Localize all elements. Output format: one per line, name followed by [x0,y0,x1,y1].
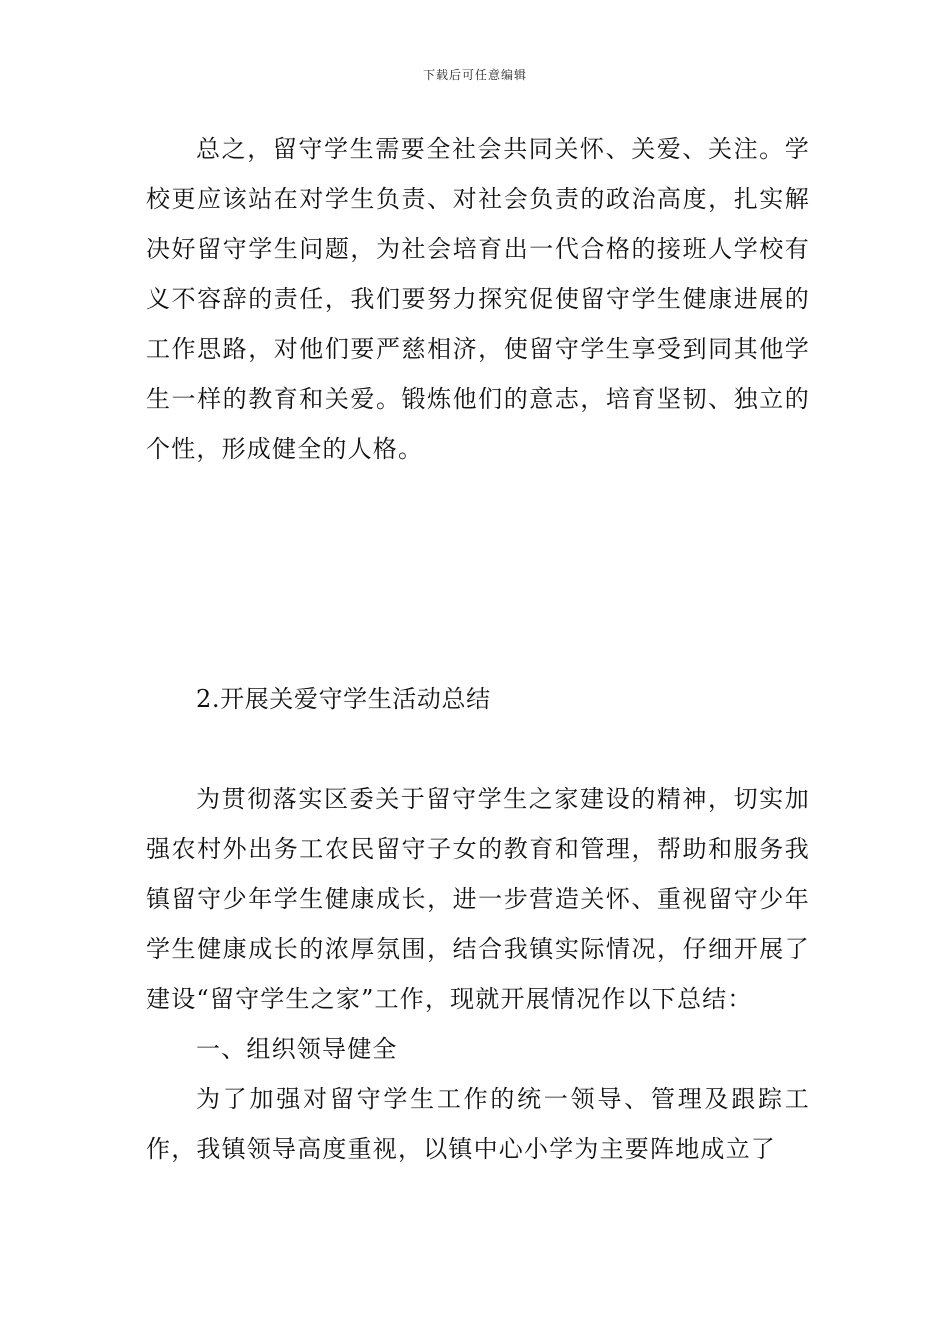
organization-paragraph: 为了加强对留守学生工作的统一领导、管理及跟踪工作，我镇领导高度重视，以镇中心小学为主要阵地成立了 [146,1085,810,1163]
header-note: 下载后可任意编辑 [422,68,527,82]
summary-intro-paragraph: 为贯彻落实区委关于留守学生之家建设的精神，切实加强农村外出务工农民留守子女的教育和管理，帮助和服务我镇留守少年学生健康成长，进一步营造关怀、重视留守少年学生健康成长的浓厚氛围，结合我镇实际情况，仔细开展了建设“留守学生之家”工作，现就开展情况作以下总结： [146,785,810,1013]
subheading-organization: 一、组织领导健全 [196,1035,398,1063]
conclusion-section [146,124,810,474]
section-heading: 2.开展关爱守学生活动总结 [196,685,491,713]
summary-section [146,774,810,1174]
conclusion-paragraph: 总之，留守学生需要全社会共同关怀、关爱、关注。学校更应该站在对学生负责、对社会负责的政治高度，扎实解决好留守学生问题，为社会培育出一代合格的接班人学校有义不容辞的责任，我们要努力探究促使留守学生健康进展的工作思路，对他们要严慈相济，使留守学生享受到同其他学生一样的教育和关爱。锻炼他们的意志，培育坚韧、独立的个性，形成健全的人格。 [146,135,810,463]
